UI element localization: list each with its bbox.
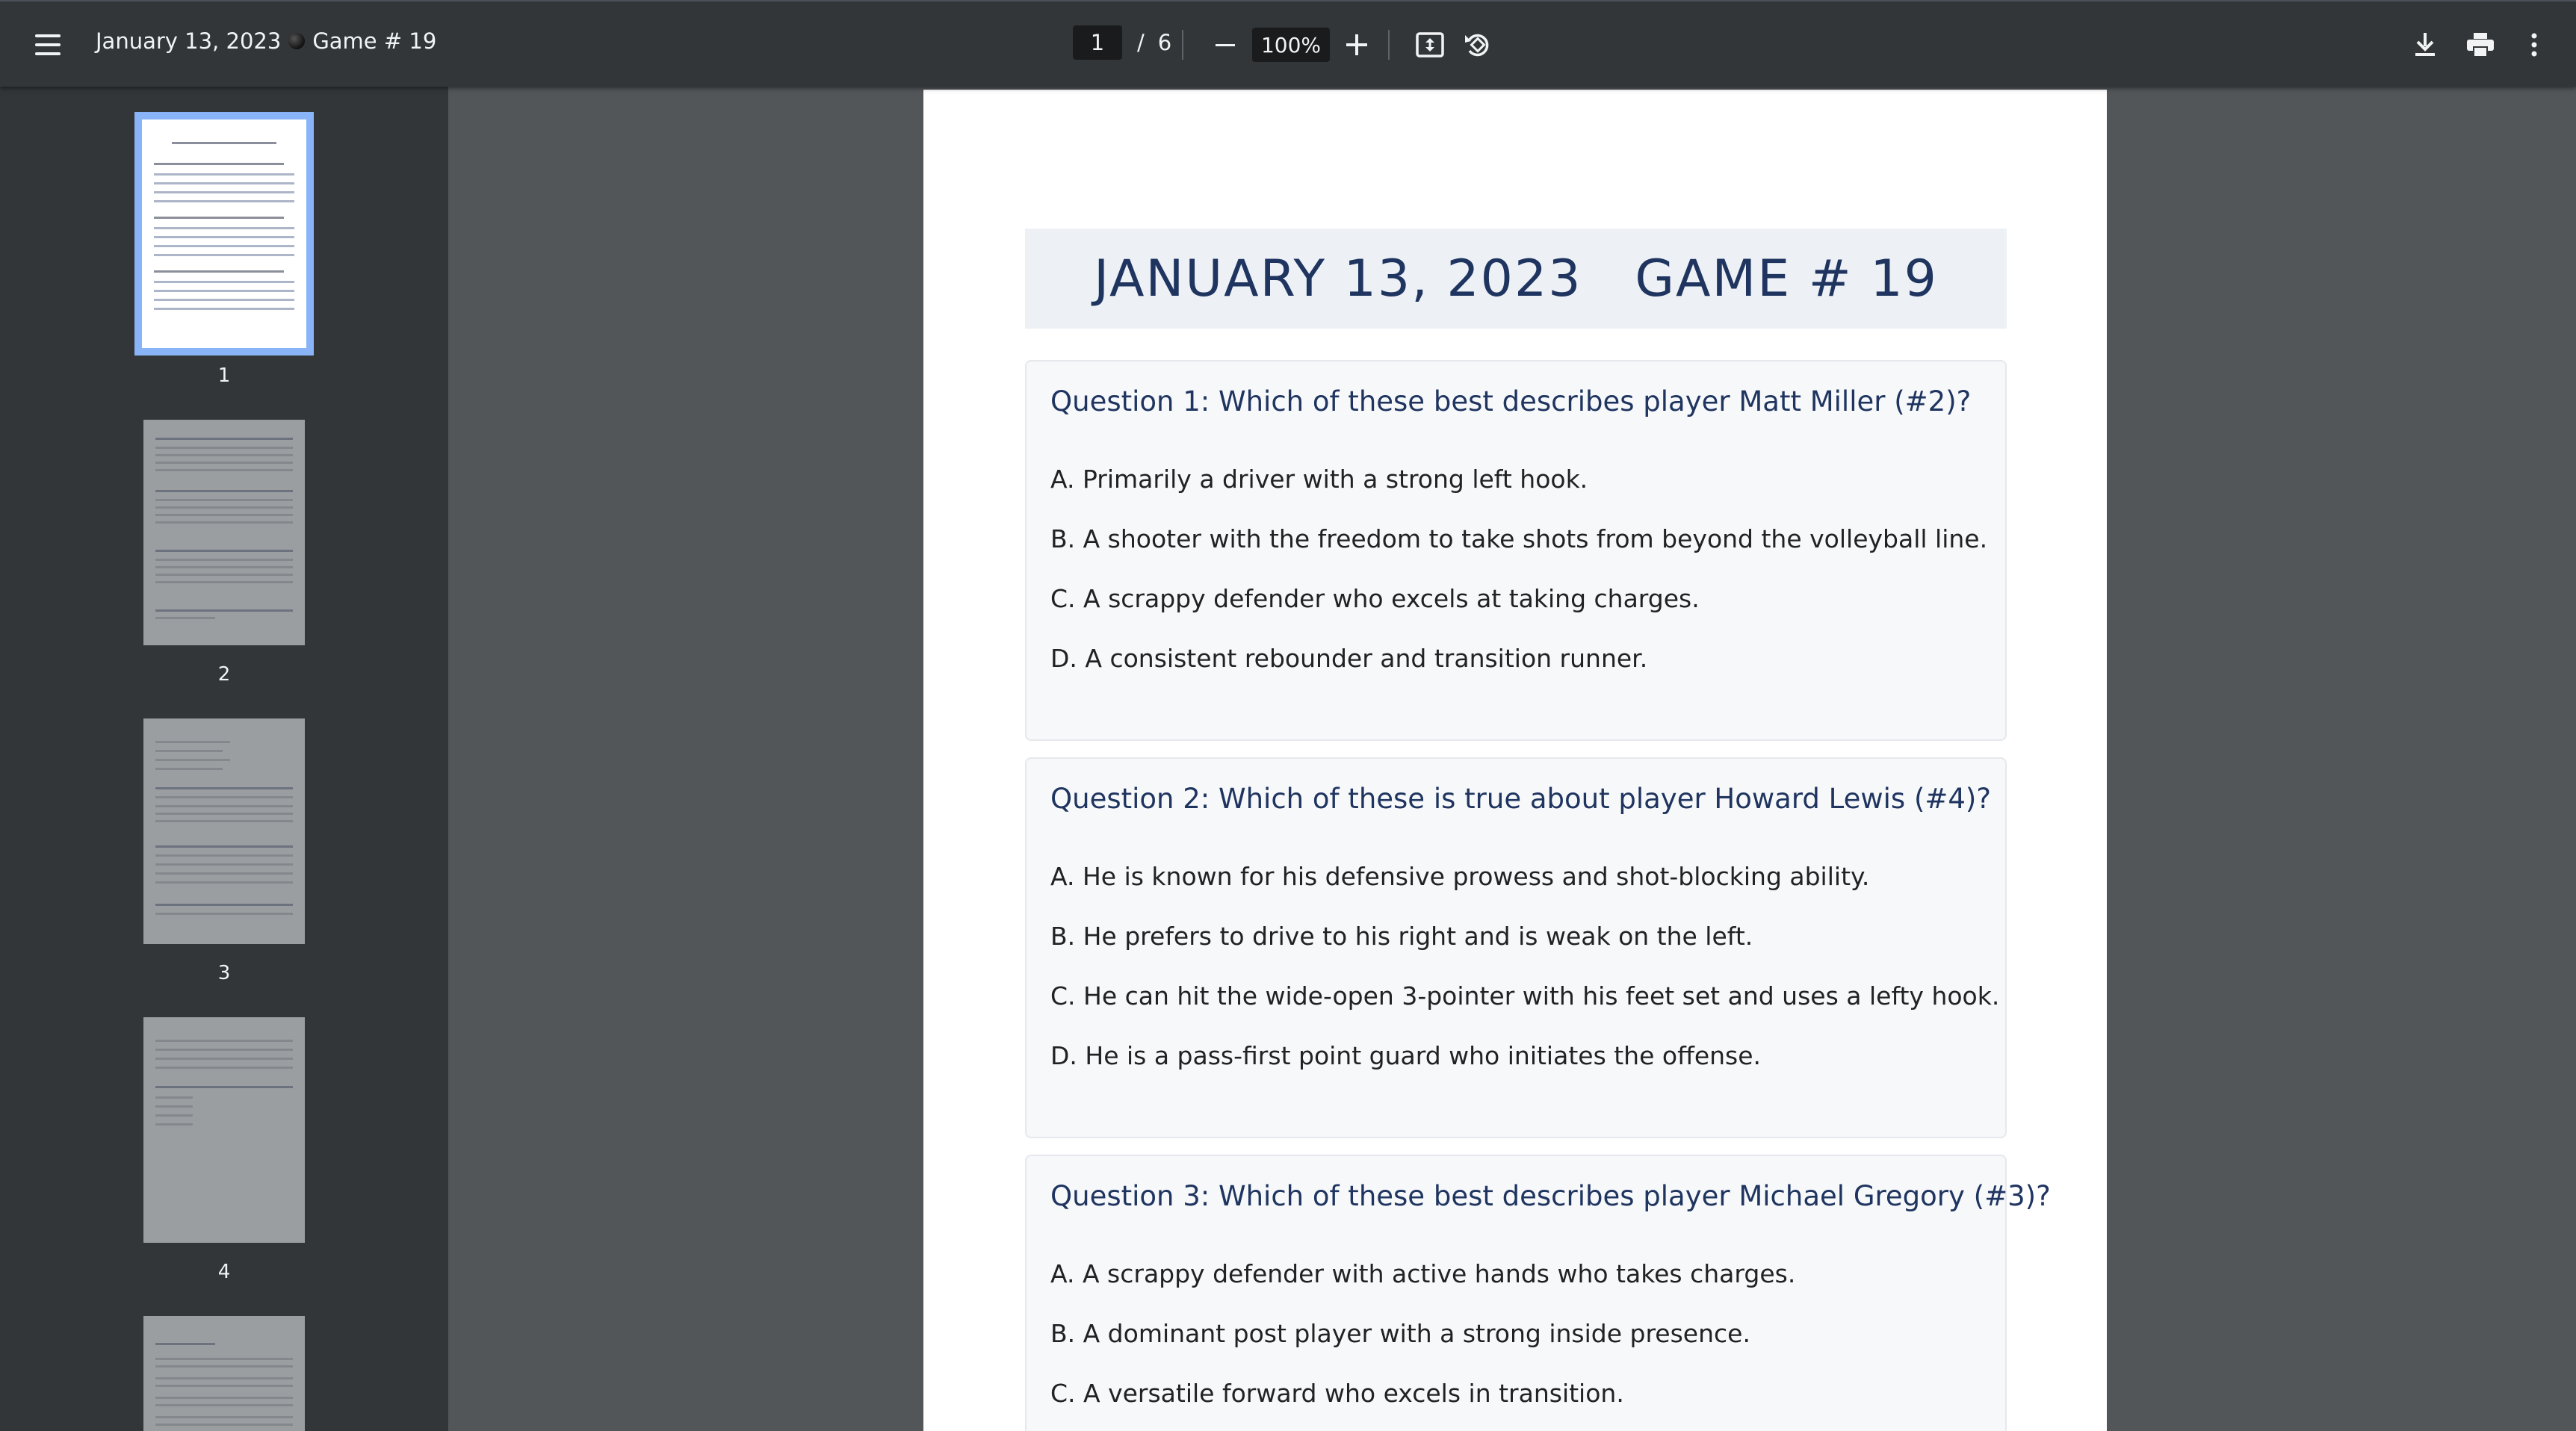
answer-option: B. A shooter with the freedom to take shots from beyond the volleyball line. [1050, 524, 1988, 553]
thumbnail-sidebar [0, 87, 448, 1431]
toolbar-divider [1388, 30, 1390, 60]
question-card-2 [1025, 757, 2007, 1138]
page-thumbnail-4[interactable] [143, 1017, 305, 1243]
thumbnail-label: 2 [217, 663, 231, 686]
page-thumbnail-1[interactable] [134, 112, 314, 356]
total-pages: 6 [1157, 30, 1172, 55]
zoom-input[interactable] [1252, 28, 1330, 62]
download-icon[interactable] [2406, 25, 2445, 64]
answer-option: B. A dominant post player with a strong inside presence. [1050, 1319, 1750, 1348]
answer-option: C. A scrappy defender who excels at taking charges. [1050, 584, 1700, 613]
document-title-date: January 13, 2023 [96, 28, 282, 54]
page-thumbnail-3[interactable] [143, 718, 305, 944]
thumbnail-label: 1 [217, 364, 231, 387]
zoom-in-icon[interactable] [1337, 25, 1376, 64]
answer-option: A. Primarily a driver with a strong left hook. [1050, 465, 1588, 494]
current-page-input[interactable] [1073, 25, 1122, 60]
print-icon[interactable] [2461, 25, 2500, 64]
document-header [1025, 229, 2007, 329]
zoom-out-icon[interactable] [1206, 25, 1245, 64]
question-title: Question 2: Which of these is true about player Howard Lewis (#4)? [1050, 783, 1991, 815]
pdf-page [923, 90, 2107, 1431]
page-thumbnail-5[interactable] [143, 1316, 305, 1431]
rotate-icon[interactable] [1458, 25, 1497, 64]
page-title: JANUARY 13, 2023 GAME # 19 [1094, 249, 1938, 308]
answer-option: A. A scrappy defender with active hands who takes charges. [1050, 1259, 1796, 1288]
answer-option: D. A consistent rebounder and transition runner. [1050, 644, 1648, 673]
document-title [96, 28, 436, 54]
answer-option: C. A versatile forward who excels in transition. [1050, 1379, 1624, 1408]
pdf-toolbar [0, 0, 2576, 87]
page-thumbnail-2[interactable] [143, 420, 305, 645]
fit-page-icon[interactable] [1411, 25, 1449, 64]
question-title: Question 1: Which of these best describes player Matt Miller (#2)? [1050, 385, 1972, 417]
thumbnail-label: 3 [217, 962, 231, 984]
question-card-3 [1025, 1155, 2051, 1431]
toolbar-divider [1182, 30, 1183, 60]
answer-option: A. He is known for his defensive prowess and shot-blocking ability. [1050, 862, 1870, 891]
answer-option: B. He prefers to drive to his right and is weak on the left. [1050, 922, 1753, 951]
page-separator: / [1137, 30, 1145, 55]
thumbnail-label: 4 [217, 1261, 231, 1283]
menu-icon[interactable] [27, 25, 69, 64]
question-title: Question 3: Which of these best describes player Michael Gregory (#3)? [1050, 1180, 2051, 1212]
more-icon[interactable] [2515, 25, 2554, 64]
answer-option: D. He is a pass-first point guard who initiates the offense. [1050, 1041, 1762, 1070]
answer-option: C. He can hit the wide-open 3-pointer with his feet set and uses a lefty hook. [1050, 981, 2000, 1011]
basketball-icon [288, 33, 305, 49]
page-navigator [1073, 25, 1171, 60]
document-title-game: Game # 19 [312, 28, 437, 54]
question-card-1 [1025, 360, 2007, 741]
